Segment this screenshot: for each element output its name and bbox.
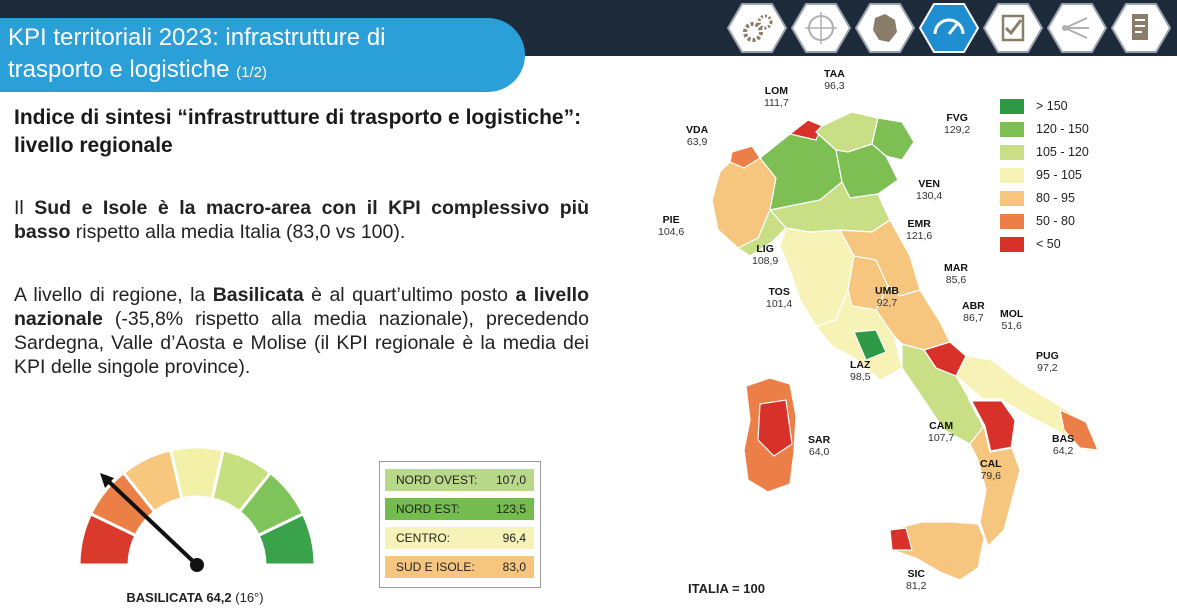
p1-pre: Il <box>14 197 35 219</box>
region-value: 111,7 <box>764 97 789 109</box>
region-code: MOL <box>1000 308 1024 320</box>
region-value: 64,0 <box>808 446 830 458</box>
title-page-indicator: (1/2) <box>236 64 267 81</box>
macro-area-value: 123,5 <box>495 502 526 516</box>
region-code: TAA <box>824 68 845 80</box>
region-code: SIC <box>907 568 925 580</box>
legend-label: < 50 <box>1036 237 1061 251</box>
section-nav <box>727 2 1171 54</box>
macro-area-value: 96,4 <box>502 531 526 545</box>
target-icon[interactable] <box>791 2 851 54</box>
region-label-cam <box>928 420 954 444</box>
legend-swatch <box>1000 99 1024 114</box>
p2-mid: è al quart’ultimo posto <box>303 284 516 306</box>
region-code: LAZ <box>850 359 871 371</box>
region-value: 86,7 <box>963 312 984 324</box>
region-code: CAL <box>980 458 1002 470</box>
region-label-laz <box>850 359 870 383</box>
region-map-icon[interactable] <box>855 2 915 54</box>
region-label-pie <box>658 214 684 238</box>
macro-area-value: 83,0 <box>502 560 526 574</box>
legend-swatch <box>1000 145 1024 160</box>
region-label-lig <box>752 243 778 267</box>
region-value: 121,6 <box>906 230 933 242</box>
region-label-mol <box>1000 308 1023 332</box>
region-code: PIE <box>662 214 680 226</box>
region-value: 98,5 <box>850 371 871 383</box>
region-value: 85,6 <box>945 274 967 286</box>
region-value: 104,6 <box>658 226 685 238</box>
macro-area-paragraph <box>14 196 589 244</box>
macro-area-label: SUD E ISOLE: <box>396 560 475 574</box>
macro-area-label: NORD OVEST: <box>396 473 478 487</box>
region-code: LOM <box>764 85 789 97</box>
region-code: LIG <box>756 243 774 255</box>
region-label-taa <box>824 68 845 92</box>
gauge-value: 64,2 <box>206 590 232 605</box>
region-paragraph <box>14 283 589 379</box>
region-label-pug <box>1036 350 1059 374</box>
region-code: MAR <box>944 262 968 274</box>
region-code: VEN <box>918 178 940 190</box>
region-label-bas <box>1052 433 1074 457</box>
region-value: 63,9 <box>686 136 708 148</box>
region-label-mar <box>944 262 968 286</box>
kpi-gauge <box>60 440 330 580</box>
region-code: UMB <box>875 285 899 297</box>
legend-label: 120 - 150 <box>1036 122 1089 136</box>
region-code: BAS <box>1052 433 1075 445</box>
region-label-abr <box>962 300 985 324</box>
p2-bold-region: Basilicata <box>212 284 304 306</box>
macro-area-row <box>385 469 534 491</box>
region-code: ABR <box>962 300 985 312</box>
macro-area-row <box>385 498 534 520</box>
section-heading: Indice di sintesi “infrastrutture di trasporto e logistiche”: livello regionale <box>14 106 582 157</box>
p2-bold-national: a livello nazionale <box>14 284 589 330</box>
region-value: 51,6 <box>1001 320 1022 332</box>
gears-icon[interactable] <box>727 2 787 54</box>
region-value: 96,3 <box>824 80 845 92</box>
checklist-icon[interactable] <box>983 2 1043 54</box>
region-label-ven <box>916 178 942 202</box>
region-value: 97,2 <box>1037 362 1058 374</box>
p1-bold: Sud e Isole è la macro-area con il KPI complessivo più basso <box>14 197 589 243</box>
region-code: FVG <box>946 112 968 124</box>
legend-swatch <box>1000 214 1024 229</box>
region-label-lom <box>764 85 789 109</box>
legend-label: > 150 <box>1036 99 1068 113</box>
region-label-fvg <box>944 112 970 136</box>
region-label-umb <box>875 285 899 309</box>
region-value: 129,2 <box>944 124 971 136</box>
region-value: 81,2 <box>906 580 927 592</box>
region-label-tos <box>766 286 792 310</box>
legend-label: 95 - 105 <box>1036 168 1082 182</box>
legend-swatch <box>1000 122 1024 137</box>
macro-area-value: 107,0 <box>495 473 526 487</box>
region-code: PUG <box>1036 350 1059 362</box>
region-code: EMR <box>907 218 931 230</box>
title-line-2-text: trasporto e logistiche <box>8 56 230 83</box>
title-line-2 <box>8 56 267 84</box>
title-line-1: KPI territoriali 2023: infrastrutture di <box>8 24 386 51</box>
region-value: 108,9 <box>752 255 779 267</box>
italy-regions-map <box>640 60 1110 605</box>
region-value: 130,4 <box>916 190 943 202</box>
gauge-rank: (16°) <box>235 590 264 605</box>
region-label-sar <box>808 434 830 458</box>
legend-label: 105 - 120 <box>1036 145 1089 159</box>
macro-area-label: CENTRO: <box>396 531 450 545</box>
region-value: 101,4 <box>766 298 793 310</box>
p1-post: rispetto alla media Italia (83,0 vs 100). <box>70 221 406 243</box>
macro-area-table <box>379 461 541 588</box>
gauge-caption <box>60 590 330 605</box>
region-label-vda <box>686 124 708 148</box>
region-value: 79,6 <box>980 470 1002 482</box>
legend-label: 50 - 80 <box>1036 214 1075 228</box>
region-code: CAM <box>929 420 954 432</box>
region-value: 92,7 <box>876 297 898 309</box>
document-edit-icon[interactable] <box>1111 2 1171 54</box>
region-code: VDA <box>686 124 709 136</box>
page-title <box>0 18 525 92</box>
region-value: 64,2 <box>1052 445 1074 457</box>
region-code: TOS <box>768 286 790 298</box>
macro-area-label: NORD EST: <box>396 502 461 516</box>
network-icon[interactable] <box>1047 2 1107 54</box>
region-label-sic <box>906 568 926 592</box>
region-code: SAR <box>808 434 831 446</box>
p2-post: (-35,8% rispetto alla media nazionale), precedendo Sardegna, Valle d’Aosta e Molise (il KPI regionale è la media dei KPI delle singole province). <box>14 308 589 378</box>
gauge-region: BASILICATA <box>126 590 203 605</box>
macro-area-row <box>385 556 534 578</box>
italia-reference: ITALIA = 100 <box>688 581 765 596</box>
legend-swatch <box>1000 168 1024 183</box>
p2-pre: A livello di regione, la <box>14 284 213 306</box>
region-label-emr <box>906 218 932 242</box>
legend-swatch <box>1000 191 1024 206</box>
legend-label: 80 - 95 <box>1036 191 1075 205</box>
region-label-cal <box>980 458 1002 482</box>
gauge-hub <box>190 558 204 572</box>
region-value: 107,7 <box>928 432 955 444</box>
legend-swatch <box>1000 237 1024 252</box>
macro-area-row <box>385 527 534 549</box>
gauge-icon[interactable] <box>919 2 979 54</box>
